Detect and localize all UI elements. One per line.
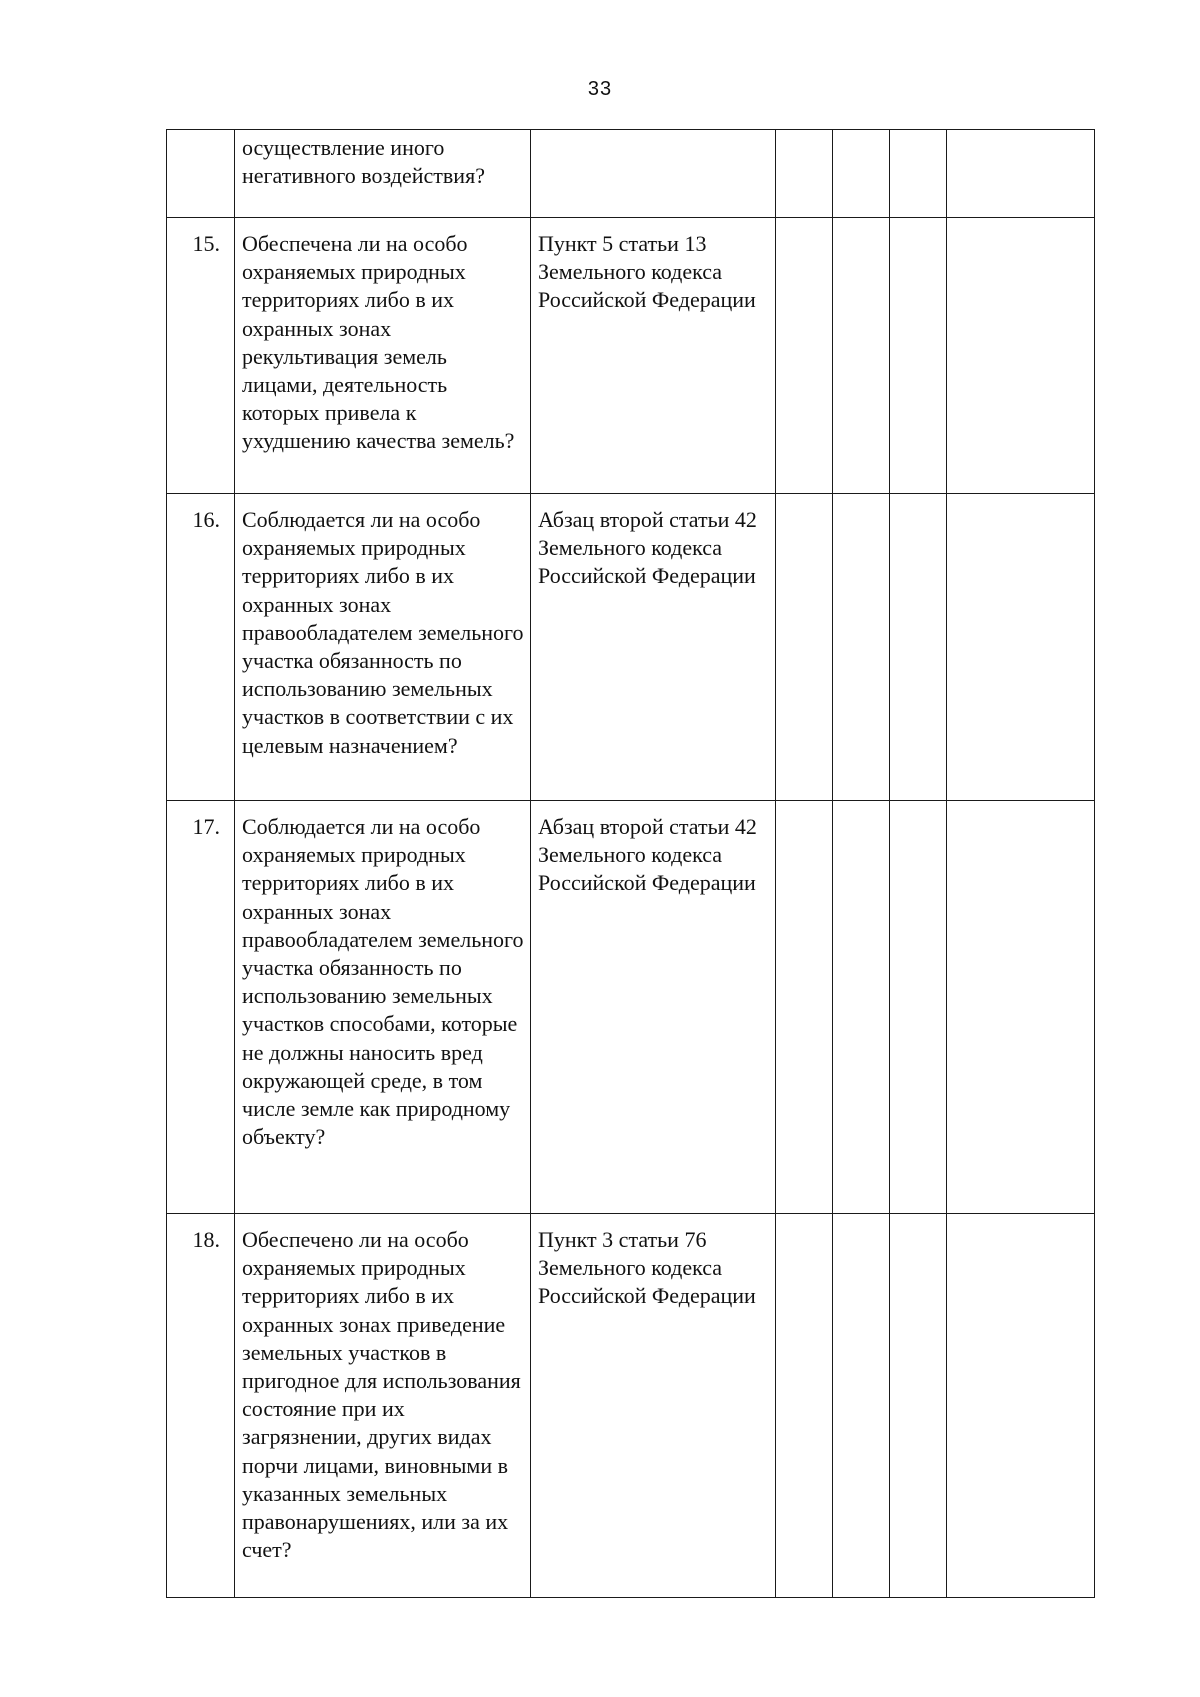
question-cell: Обеспечено ли на особо охраняемых природных территориях либо в их охранных зонах приведение земельных участков в пригодное для использования состояние при их загрязнении, других видах порчи лицами, виновными в указанных земельных правонарушениях, или за их счет? bbox=[235, 1214, 531, 1598]
answer-not-applicable-cell bbox=[890, 218, 947, 494]
table-row bbox=[167, 494, 1095, 801]
answer-not-applicable-cell bbox=[890, 130, 947, 218]
legal-reference-cell: Пункт 5 статьи 13 Земельного кодекса Российской Федерации bbox=[531, 218, 776, 494]
answer-no-cell bbox=[833, 494, 890, 801]
note-cell bbox=[947, 801, 1095, 1214]
answer-yes-cell bbox=[776, 218, 833, 494]
answer-not-applicable-cell bbox=[890, 1214, 947, 1598]
answer-yes-cell bbox=[776, 801, 833, 1214]
question-cell: осуществление иного негативного воздействия? bbox=[235, 130, 531, 218]
answer-not-applicable-cell bbox=[890, 801, 947, 1214]
table-row bbox=[167, 801, 1095, 1214]
answer-no-cell bbox=[833, 1214, 890, 1598]
question-cell: Обеспечена ли на особо охраняемых природных территориях либо в их охранных зонах рекультивация земель лицами, деятельность которых привела к ухудшению качества земель? bbox=[235, 218, 531, 494]
question-cell: Соблюдается ли на особо охраняемых природных территориях либо в их охранных зонах правообладателем земельного участка обязанность по использованию земельных участков в соответствии с их целевым назначением? bbox=[235, 494, 531, 801]
note-cell bbox=[947, 130, 1095, 218]
table-row bbox=[167, 218, 1095, 494]
page-number: 33 bbox=[587, 78, 613, 100]
legal-reference-cell: Пункт 3 статьи 76 Земельного кодекса Российской Федерации bbox=[531, 1214, 776, 1598]
answer-yes-cell bbox=[776, 1214, 833, 1598]
table-row bbox=[167, 130, 1095, 218]
answer-no-cell bbox=[833, 801, 890, 1214]
item-number: 15. bbox=[167, 218, 235, 494]
item-number: 18. bbox=[167, 1214, 235, 1598]
table-row bbox=[167, 1214, 1095, 1598]
note-cell bbox=[947, 218, 1095, 494]
answer-yes-cell bbox=[776, 130, 833, 218]
question-cell: Соблюдается ли на особо охраняемых природных территориях либо в их охранных зонах правообладателем земельного участка обязанность по использованию земельных участков способами, которые не должны наносить вред окружающей среде, в том числе земле как природному объекту? bbox=[235, 801, 531, 1214]
answer-not-applicable-cell bbox=[890, 494, 947, 801]
answer-no-cell bbox=[833, 218, 890, 494]
answer-no-cell bbox=[833, 130, 890, 218]
item-number: 16. bbox=[167, 494, 235, 801]
note-cell bbox=[947, 494, 1095, 801]
item-number: 17. bbox=[167, 801, 235, 1214]
legal-reference-cell bbox=[531, 130, 776, 218]
legal-reference-cell: Абзац второй статьи 42 Земельного кодекса Российской Федерации bbox=[531, 494, 776, 801]
legal-reference-cell: Абзац второй статьи 42 Земельного кодекса Российской Федерации bbox=[531, 801, 776, 1214]
item-number bbox=[167, 130, 235, 218]
checklist-table bbox=[166, 129, 1095, 1598]
note-cell bbox=[947, 1214, 1095, 1598]
answer-yes-cell bbox=[776, 494, 833, 801]
